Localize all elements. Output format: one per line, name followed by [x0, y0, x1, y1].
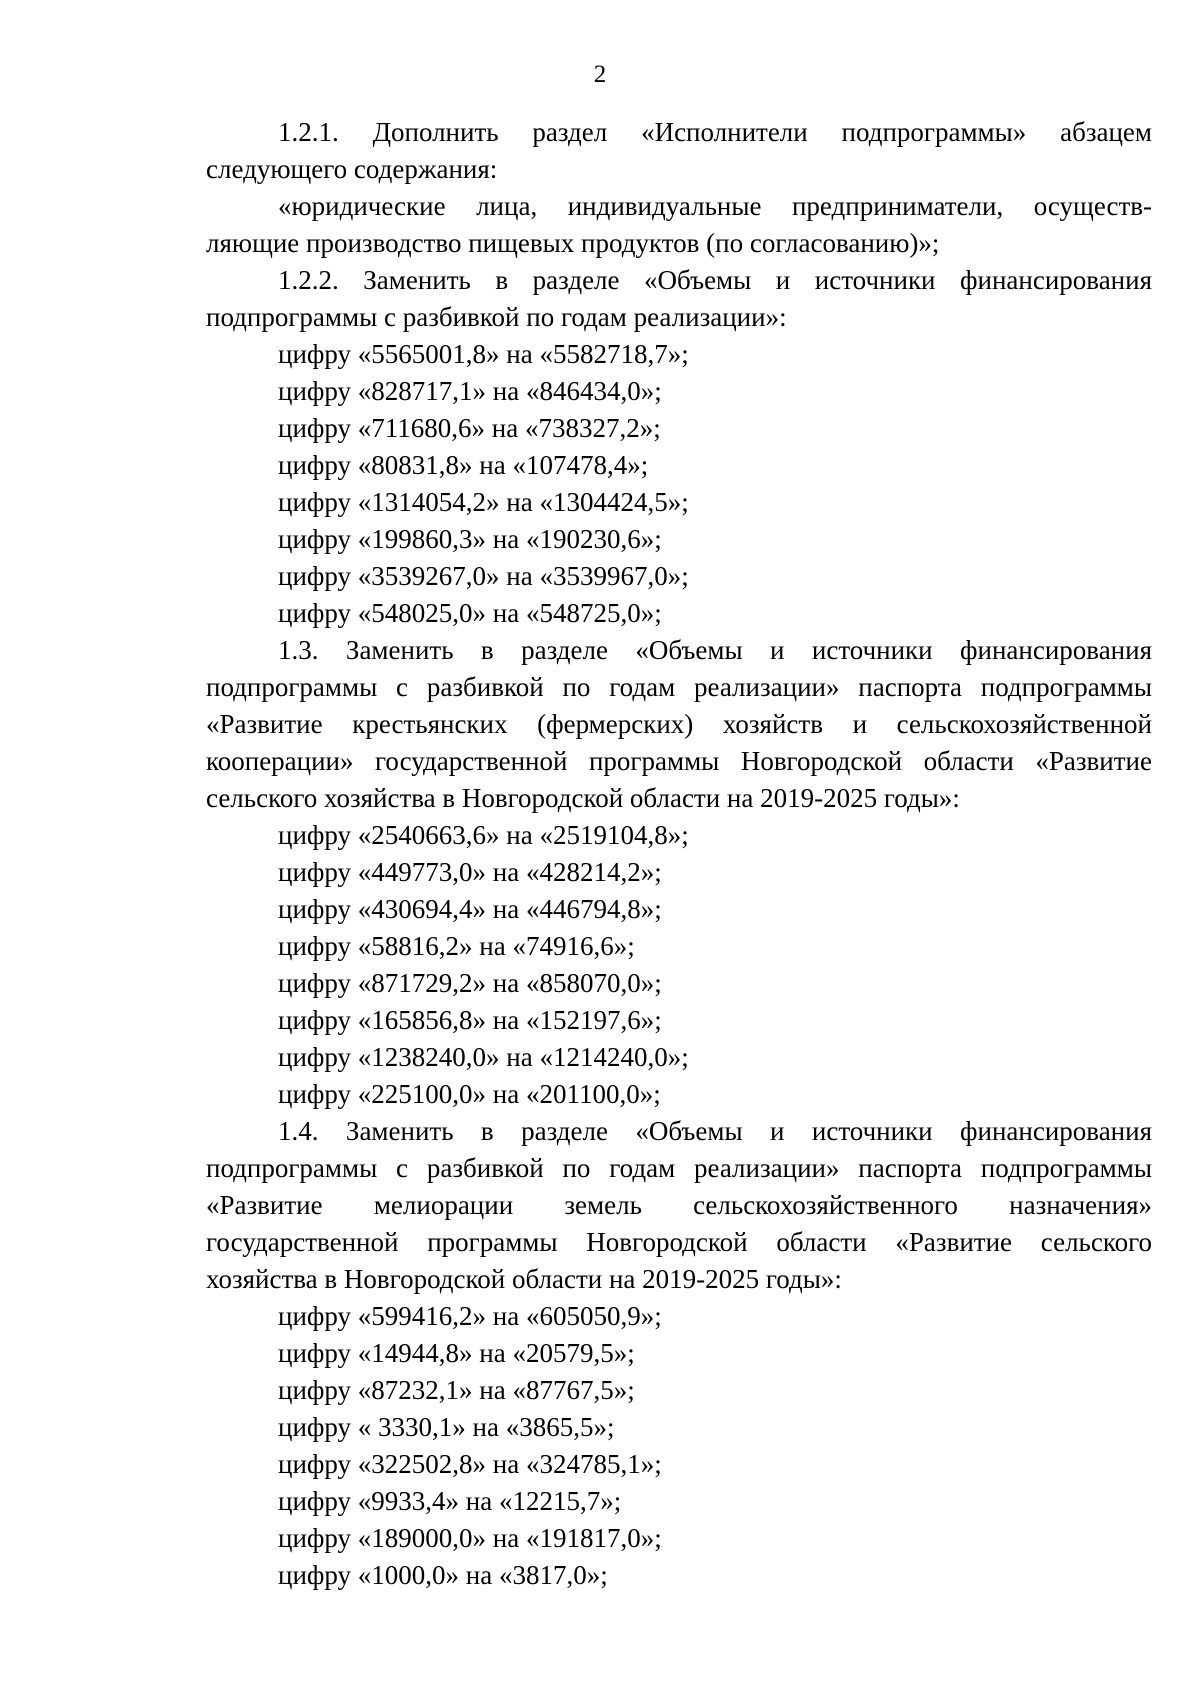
replacement-list-1-4 — [206, 1298, 1152, 1594]
replacement-item: цифру «599416,2» на «605050,9»; — [278, 1301, 662, 1331]
paragraph-line: 1.3. Заменить в разделе «Объемы и источники финансирования — [278, 635, 1152, 665]
replacement-item: цифру «80831,8» на «107478,4»; — [278, 450, 649, 480]
replacement-list-1-2-2 — [206, 336, 1152, 632]
paragraph-line: государственной программы Новгородской области «Развитие сельского — [206, 1227, 1152, 1257]
paragraph-line: 1.2.1. Дополнить раздел «Исполнители подпрограммы» абзацем — [278, 117, 1152, 147]
paragraph-line: подпрограммы с разбивкой по годам реализации» паспорта подпрограммы — [206, 672, 1152, 702]
paragraph-1-4 — [206, 1113, 1152, 1298]
replacement-item: цифру «1314054,2» на «1304424,5»; — [278, 487, 689, 517]
replacement-item: цифру «322502,8» на «324785,1»; — [278, 1449, 662, 1479]
paragraph-line: «юридические лица, индивидуальные предприниматели, осуществ- — [278, 191, 1152, 221]
replacement-item: цифру «1000,0» на «3817,0»; — [278, 1560, 608, 1590]
replacement-item: цифру «1238240,0» на «1214240,0»; — [278, 1042, 689, 1072]
replacement-item: цифру «14944,8» на «20579,5»; — [278, 1338, 635, 1368]
replacement-item: цифру «189000,0» на «191817,0»; — [278, 1523, 662, 1553]
replacement-item: цифру «5565001,8» на «5582718,7»; — [278, 339, 689, 369]
replacement-item: цифру «871729,2» на «858070,0»; — [278, 968, 662, 998]
replacement-item: цифру «711680,6» на «738327,2»; — [278, 413, 661, 443]
replacement-list-1-3 — [206, 817, 1152, 1113]
replacement-item: цифру «165856,8» на «152197,6»; — [278, 1005, 662, 1035]
paragraph-line: «Развитие крестьянских (фермерских) хозяйств и сельскохозяйственной — [206, 709, 1152, 739]
paragraph-line: «Развитие мелиорации земель сельскохозяйственного назначения» — [206, 1190, 1152, 1220]
paragraph-1-2-1 — [206, 114, 1152, 188]
replacement-item: цифру «225100,0» на «201100,0»; — [278, 1079, 661, 1109]
paragraph-line: ляющие производство пищевых продуктов (по согласованию)»; — [206, 228, 940, 258]
replacement-item: цифру « 3330,1» на «3865,5»; — [278, 1412, 615, 1442]
replacement-item: цифру «2540663,6» на «2519104,8»; — [278, 820, 689, 850]
replacement-item: цифру «828717,1» на «846434,0»; — [278, 376, 662, 406]
paragraph-line: подпрограммы с разбивкой по годам реализации»: — [206, 302, 787, 332]
paragraph-line: 1.2.2. Заменить в разделе «Объемы и источники финансирования — [278, 265, 1152, 295]
paragraph-1-2-2 — [206, 262, 1152, 336]
replacement-item: цифру «9933,4» на «12215,7»; — [278, 1486, 622, 1516]
paragraph-line: 1.4. Заменить в разделе «Объемы и источники финансирования — [278, 1116, 1152, 1146]
replacement-item: цифру «430694,4» на «446794,8»; — [278, 894, 662, 924]
paragraph-line: следующего содержания: — [206, 154, 498, 184]
replacement-item: цифру «3539267,0» на «3539967,0»; — [278, 561, 689, 591]
paragraph-line: подпрограммы с разбивкой по годам реализации» паспорта подпрограммы — [206, 1153, 1152, 1183]
replacement-item: цифру «87232,1» на «87767,5»; — [278, 1375, 635, 1405]
paragraph-1-3 — [206, 632, 1152, 817]
replacement-item: цифру «548025,0» на «548725,0»; — [278, 598, 662, 628]
replacement-item: цифру «199860,3» на «190230,6»; — [278, 524, 662, 554]
quoted-paragraph — [206, 188, 1152, 262]
replacement-item: цифру «58816,2» на «74916,6»; — [278, 931, 635, 961]
paragraph-line: хозяйства в Новгородской области на 2019-2025 годы»: — [206, 1264, 842, 1294]
replacement-item: цифру «449773,0» на «428214,2»; — [278, 857, 662, 887]
paragraph-line: сельского хозяйства в Новгородской области на 2019-2025 годы»: — [206, 783, 960, 813]
page-number: 2 — [593, 61, 607, 88]
document-body — [206, 114, 1152, 1594]
paragraph-line: кооперации» государственной программы Новгородской области «Развитие — [206, 746, 1152, 776]
